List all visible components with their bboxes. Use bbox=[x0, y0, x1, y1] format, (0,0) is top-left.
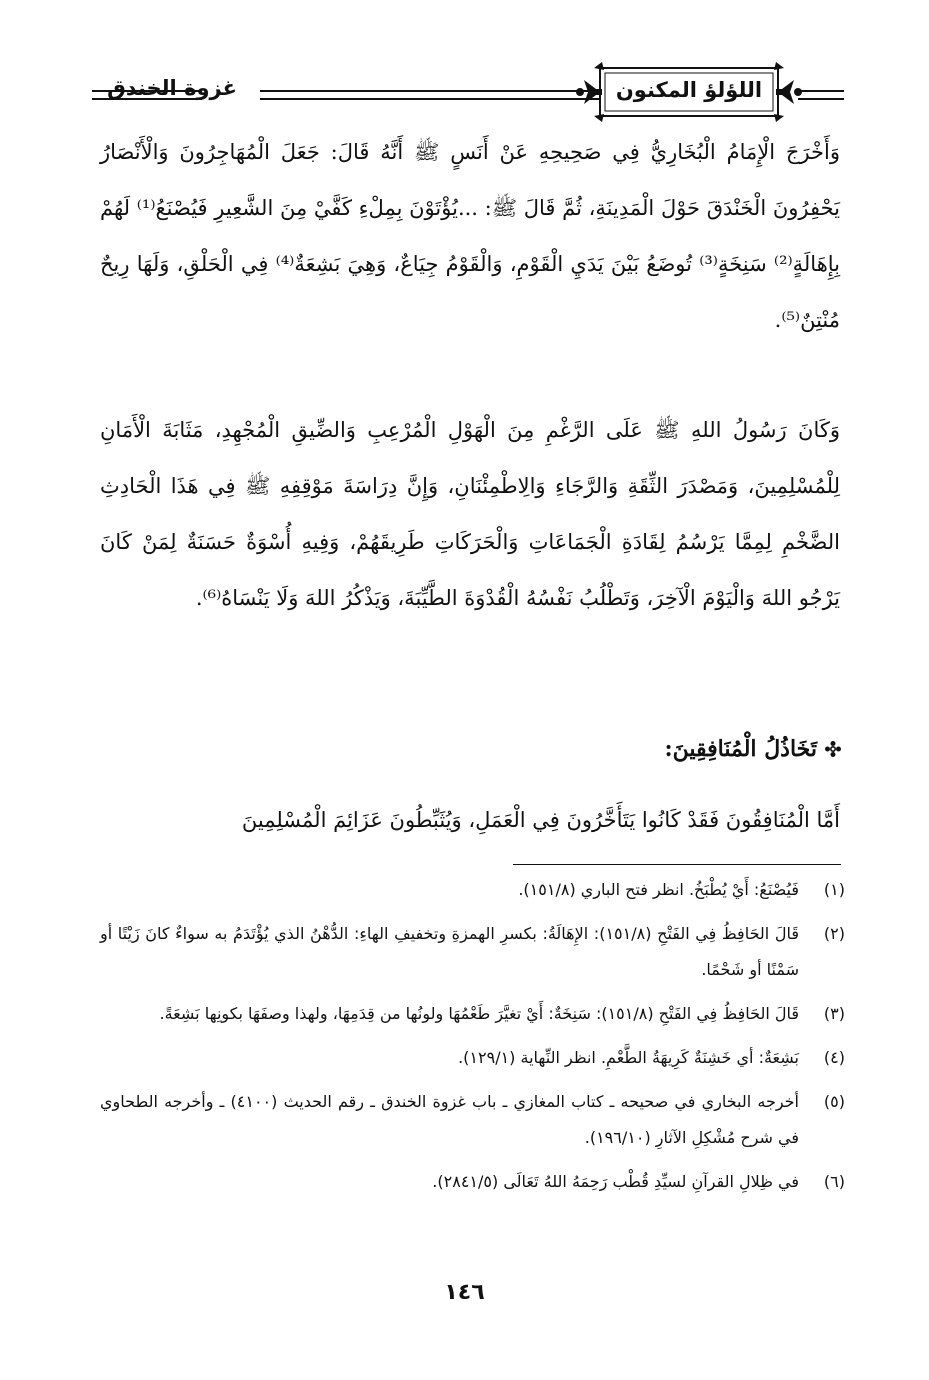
footnote-number: (١) bbox=[823, 880, 845, 899]
footnote-divider bbox=[513, 864, 841, 865]
footnote-text: بَشِعَةٌ: أي خَشِنَةٌ كَرِيهَةُ الطَّعْمِ. انظر النِّهاية (١٢٩/١). bbox=[458, 1048, 799, 1067]
paragraph-hadith: وَأَخْرَجَ الْإِمَامُ الْبُخَارِيُّ فِي صَحِيحِهِ عَنْ أَنَسٍ ﷺ أَنَّهُ قَالَ: جَعَلَ الْمُهَاجِرُونَ وَالْأَنْصَارُ يَحْفِرُونَ الْخَنْدَقَ حَوْلَ الْمَدِينَةِ، ثُمَّ قَالَ ﷺ: ...يُؤْتَوْنَ بِمِلْءِ كَفَّيْ مِنَ الشَّعِيرِ فَيُصْنَعُ⁽¹⁾ لَهُمْ بِإِهَالَةٍ⁽²⁾ سَنِخَةٍ⁽³⁾ تُوضَعُ بَيْنَ يَدَيِ الْقَوْمِ، وَالْقَوْمُ جِيَاعٌ، وَهِيَ بَشِعَةٌ⁽⁴⁾ فِي الْحَلْقِ، وَلَهَا رِيحٌ مُنْتِنٌ⁽⁵⁾. bbox=[100, 140, 841, 332]
footnotes bbox=[100, 872, 845, 1208]
footnote-number: (٣) bbox=[823, 1004, 845, 1023]
footnote-text: أخرجه البخاري في صحيحه ـ كتاب المغازي ـ باب غزوة الخندق ـ رقم الحديث (٤١٠٠) ـ وأخرجه الطحاوي في شرح مُشْكِلِ الآثارِ (١٩٦/١٠). bbox=[100, 1092, 799, 1147]
paragraph-prophet-example: وَكَانَ رَسُولُ اللهِ ﷺ عَلَى الرَّغْمِ مِنَ الْهَوْلِ الْمُرْعِبِ وَالضِّيقِ الْمُجْهِدِ، مَثَابَةَ الْأَمَانِ لِلْمُسْلِمِينَ، وَمَصْدَرَ الثِّقَةِ وَالرَّجَاءِ وَالِاطْمِئْنَانِ، وَإِنَّ دِرَاسَةَ مَوْقِفِهِ ﷺ فِي هَذَا الْحَادِثِ الضَّخْمِ لِمِمَّا يَرْسُمُ لِقَادَةِ الْجَمَاعَاتِ وَالْحَرَكَاتِ طَرِيقَهُمْ، وَفِيهِ أُسْوَةٌ حَسَنَةٌ لِمَنْ كَانَ يَرْجُو اللهَ وَالْيَوْمَ الْآخِرَ، وَتَطْلُبُ نَفْسُهُ الْقُدْوَةَ الطَّيِّبَةَ، وَيَذْكُرُ اللهَ وَلَا يَنْسَاهُ⁽⁶⁾. bbox=[100, 418, 840, 610]
page-number: ١٤٦ bbox=[444, 1280, 485, 1305]
footnote-number: (٢) bbox=[823, 924, 845, 943]
book-title-frame bbox=[574, 62, 804, 122]
footnote-item bbox=[100, 1164, 845, 1200]
footnote-text: فَيُصْنَعُ: أَيْ يُطْبَخُ. انظر فتح الباري (١٥١/٨). bbox=[518, 880, 799, 899]
flower-bullet-icon bbox=[825, 741, 841, 757]
header-rule-right bbox=[798, 90, 844, 100]
footnote-number: (٤) bbox=[823, 1048, 845, 1067]
paragraph-hypocrites: أَمَّا الْمُنَافِقُونَ فَقَدْ كَانُوا يَتَأَخَّرُونَ فِي الْعَمَلِ، وَيُثَبِّطُونَ عَزَائِمَ الْمُسْلِمِينَ bbox=[241, 808, 840, 832]
section-heading bbox=[665, 736, 842, 762]
footnote-item bbox=[100, 916, 845, 988]
footnote-number: (٦) bbox=[823, 1172, 845, 1191]
footnote-item bbox=[100, 996, 845, 1032]
footnote-text: قَالَ الحَافِظُ فِي الفَتْحِ (١٥١/٨): الإِهَالَةُ: بكسرِ الهمزةِ وتخفيفِ الهاءِ: الدُّهْنُ الذي يُؤْتَدَمُ به سواءٌ كانَ زَيْتًا أو سَمْنًا أو شَحْمًا. bbox=[100, 924, 799, 979]
section-heading-text: تَخَاذُلُ الْمُنَافِقِينَ: bbox=[664, 736, 817, 762]
footnote-item bbox=[100, 1084, 845, 1156]
book-title: اللؤلؤ المكنون bbox=[615, 78, 763, 102]
footnote-item bbox=[100, 872, 845, 908]
footnote-number: (٥) bbox=[823, 1092, 845, 1111]
footnote-item bbox=[100, 1040, 845, 1076]
footnote-text: في ظِلالِ القرآنِ لسيِّدِ قُطْب رَحِمَهُ اللهُ تَعَالَى (٢٨٤١/٥). bbox=[432, 1172, 799, 1191]
footnote-text: قَالَ الحَافِظُ فِي الفَتْحِ (١٥١/٨): سَنِخَةٌ: أَيْ تغيَّرَ طَعْمُهَا ولونُها من قِدَمِهَا، ولهذا وصفَهَا بكونِها بَشِعَةً. bbox=[159, 1004, 799, 1023]
chapter-title: غزوة الخندق bbox=[107, 76, 237, 100]
page-header bbox=[92, 62, 844, 132]
